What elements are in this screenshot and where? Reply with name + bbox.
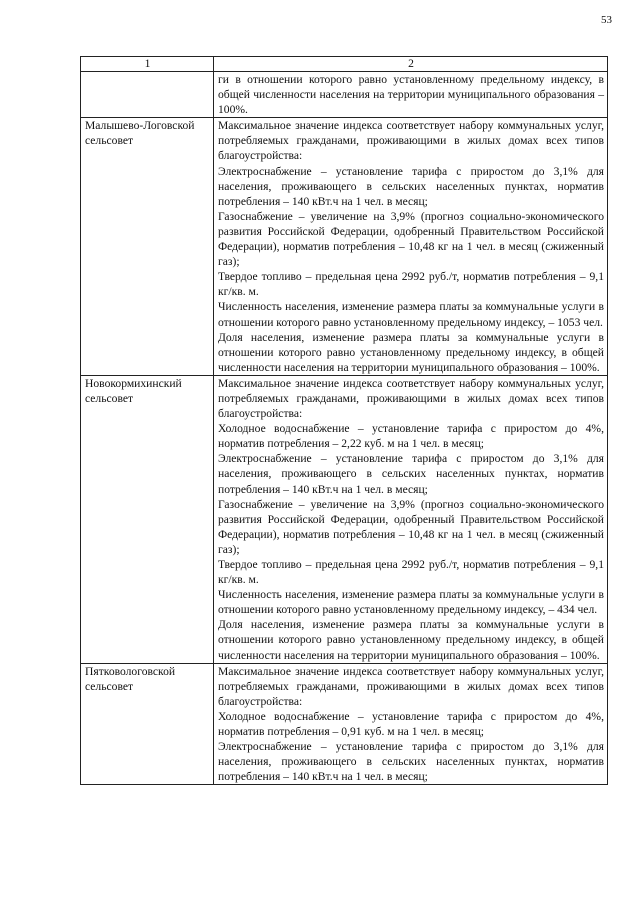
description-paragraph: Холодное водоснабжение – установление тарифа с приростом до 4%, норматив потребления – 2,22 куб. м на 1 чел. в месяц; <box>218 422 604 451</box>
description-paragraph: Холодное водоснабжение – установление тарифа с приростом до 4%, норматив потребления – 0,91 куб. м на 1 чел. в месяц; <box>218 709 604 739</box>
table-header-row <box>81 57 608 72</box>
table-row <box>81 72 608 118</box>
description-paragraph: Твердое топливо – предельная цена 2992 руб./т, норматив потребления – 9,1 кг/кв. м. <box>218 270 604 299</box>
description-paragraph: Доля населения, изменение размера платы за коммунальные услуги в отношении которого равно установленному предельному индексу, в общей численности населения на территории муниципального образования – 100%. <box>218 330 604 374</box>
tariff-description <box>214 72 608 118</box>
description-paragraph: Численность населения, изменение размера платы за коммунальные услуги в отношении которого равно установленному предельному индексу, – 1053 чел. <box>218 300 604 329</box>
description-paragraph: Максимальное значение индекса соответствует набору коммунальных услуг, потребляемых гражданами, проживающими в жилых домах всех типов благоустройства: <box>218 376 604 421</box>
municipality-name: Новокормихинский сельсовет <box>81 375 214 663</box>
description-paragraph: Электроснабжение – установление тарифа с приростом до 3,1% для населения, проживающего в сельских населенных пунктах, норматив потребления – 140 кВт.ч на 1 чел. в месяц; <box>218 740 604 784</box>
municipality-name: Пятковологовской сельсовет <box>81 663 214 785</box>
column-header-1: 1 <box>81 57 214 72</box>
description-paragraph: Доля населения, изменение размера платы за коммунальные услуги в отношении которого равно установленному предельному индексу, в общей численности населения на территории муниципального образования – 100%. <box>218 618 604 662</box>
table-row <box>81 663 608 785</box>
tariff-description <box>214 375 608 663</box>
tariff-description <box>214 118 608 376</box>
table-body <box>81 72 608 785</box>
description-paragraph: Численность населения, изменение размера платы за коммунальные услуги в отношении которого равно установленному предельному индексу, – 434 чел. <box>218 588 604 617</box>
description-paragraph: Газоснабжение – увеличение на 3,9% (прогноз социально-экономического развития Российской Федерации, одобренный Правительством Российской Федерации), норматив потребления – 10,48 кг на 1 чел. в месяц (сжиженный газ); <box>218 209 604 269</box>
column-header-2: 2 <box>214 57 608 72</box>
table-row <box>81 375 608 663</box>
tariff-description <box>214 663 608 785</box>
table-row <box>81 118 608 376</box>
description-paragraph: Электроснабжение – установление тарифа с приростом до 3,1% для населения, проживающего в сельских населенных пунктах, норматив потребления – 140 кВт.ч на 1 чел. в месяц; <box>218 452 604 496</box>
description-paragraph: ги в отношении которого равно установленному предельному индексу, в общей численности населения на территории муниципального образования – 100%. <box>218 73 604 117</box>
description-paragraph: Твердое топливо – предельная цена 2992 руб./т, норматив потребления – 9,1 кг/кв. м. <box>218 558 604 587</box>
description-paragraph: Максимальное значение индекса соответствует набору коммунальных услуг, потребляемых гражданами, проживающими в жилых домах всех типов благоустройства: <box>218 664 604 708</box>
page-number: 53 <box>601 14 612 26</box>
description-paragraph: Электроснабжение – установление тарифа с приростом до 3,1% для населения, проживающего в сельских населенных пунктах, норматив потребления – 140 кВт.ч на 1 чел. в месяц; <box>218 164 604 208</box>
municipality-name: Малышево-Логовской сельсовет <box>81 118 214 376</box>
municipality-name <box>81 72 214 118</box>
description-paragraph: Газоснабжение – увеличение на 3,9% (прогноз социально-экономического развития Российской Федерации, одобренный Правительством Российской Федерации), норматив потребления – 10,48 кг на 1 чел. в месяц (сжиженный газ); <box>218 497 604 556</box>
description-paragraph: Максимальное значение индекса соответствует набору коммунальных услуг, потребляемых гражданами, проживающими в жилых домах всех типов благоустройства: <box>218 119 604 163</box>
municipal-index-table <box>80 56 608 785</box>
